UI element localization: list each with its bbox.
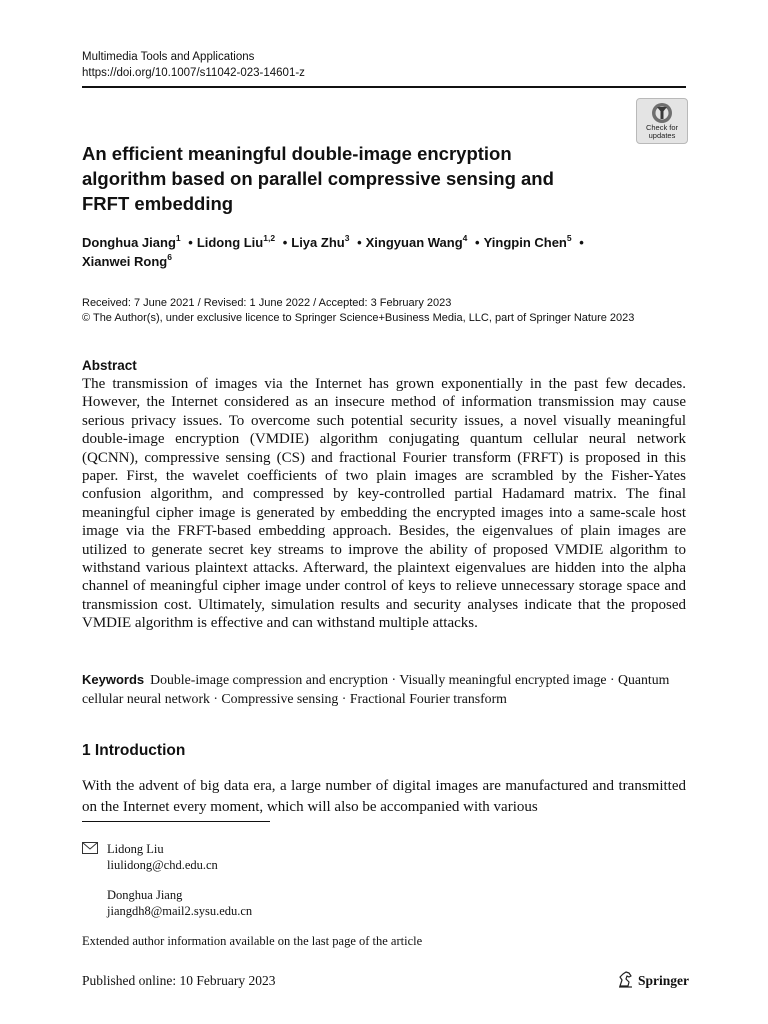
article-dates: Received: 7 June 2021 / Revised: 1 June 2022 / Accepted: 3 February 2023	[82, 297, 452, 309]
copyright-text: The Author(s), under exclusive licence to Springer Science+Business Media, LLC, part of Springer Nature 2023	[92, 312, 635, 324]
author-affiliation: 5	[566, 232, 572, 243]
author-separator: •	[282, 235, 288, 250]
corresponding-author-contact	[107, 841, 218, 873]
author-separator: •	[475, 235, 480, 250]
author-name[interactable]: Xingyuan Wang	[365, 235, 463, 250]
keywords-block	[82, 670, 686, 708]
springer-horse-icon	[617, 971, 634, 988]
author-affiliation: 1,2	[263, 232, 276, 243]
keywords-text: Double-image compression and encryption · Visually meaningful encrypted image · Quantum cellular neural network · Compressive sensing · Fractional Fourier transform	[82, 672, 670, 706]
journal-header	[82, 49, 305, 81]
copyright-symbol: ©	[82, 312, 91, 324]
keywords-label: Keywords	[82, 672, 145, 687]
journal-name: Multimedia Tools and Applications	[82, 51, 255, 63]
author-name[interactable]: Liya Zhu	[291, 235, 345, 250]
publisher-name: Springer	[638, 973, 690, 988]
envelope-icon	[82, 842, 98, 854]
author-affiliation: 6	[167, 251, 172, 262]
corresponding-author-contact	[107, 887, 252, 919]
author-affiliation: 4	[462, 232, 468, 243]
section-heading-introduction: 1 Introduction	[82, 742, 186, 759]
author-separator: •	[579, 235, 584, 250]
check-for-updates-badge[interactable]	[636, 98, 688, 144]
article-title: An efficient meaningful double-image encryption algorithm based on parallel compressive sensing and FRFT embedding	[82, 143, 554, 214]
author-list	[82, 233, 686, 271]
contact-name: Lidong Liu	[107, 842, 164, 856]
doi-link[interactable]: https://doi.org/10.1007/s11042-023-14601-z	[82, 67, 305, 79]
author-name[interactable]: Lidong Liu	[196, 235, 264, 250]
published-online-date: Published online: 10 February 2023	[82, 973, 276, 988]
author-affiliation: 3	[344, 232, 350, 243]
badge-line-1: Check for	[645, 123, 679, 132]
check-for-updates-icon	[650, 102, 674, 124]
introduction-body: With the advent of big data era, a large number of digital images are manufactured and transmitted on the Internet every moment, which will also be accompanied with various	[82, 778, 686, 815]
copyright-notice	[82, 311, 634, 326]
footnote-rule	[82, 821, 270, 822]
extended-author-info: Extended author information available on the last page of the article	[82, 934, 423, 948]
badge-line-2: updates	[648, 131, 676, 140]
check-for-updates-label	[637, 124, 687, 140]
abstract-heading: Abstract	[82, 358, 137, 373]
author-name[interactable]: Yingpin Chen	[483, 235, 567, 250]
contact-email[interactable]: jiangdh8@mail2.sysu.edu.cn	[107, 904, 253, 918]
publisher-logo[interactable]	[617, 970, 697, 992]
contact-email[interactable]: liulidong@chd.edu.cn	[107, 858, 218, 872]
author-name[interactable]: Donghua Jiang	[82, 235, 176, 250]
author-separator: •	[188, 235, 193, 250]
contact-name: Donghua Jiang	[107, 888, 183, 902]
header-rule	[82, 86, 686, 88]
author-affiliation: 1	[175, 232, 181, 243]
author-separator: •	[357, 235, 362, 250]
abstract-body: The transmission of images via the Internet has grown exponentially in the past few decades. However, the Internet considered as an insecure method of information transmission may cause serious privacy issues. To overcome such potential security issues, a novel visually meaningful double-image encryption (VMDIE) algorithm conjugating quantum cellular neural network (QCNN), compressive sensing (CS) and fractional Fourier transform (FRFT) is proposed in this paper. First, the wavelet coefficients of two plain images are scrambled by the Fisher-Yates confusion algorithm, and compressed by key-controlled partial Hadamard matrix. The final meaningful cipher image is generated by embedding the encrypted images into a same-scale host image via the FRFT-based embedding approach. Besides, the eigenvalues of plain images are utilized to generate secret key streams to improve the ability of proposed VMDIE algorithm to withstand various plaintext attacks. Afterward, the plaintext eigenvalues are hidden into the alpha channel of meaningful cipher image under control of keys to relieve unnecessary storage space and transmission cost. Ultimately, simulation results and security analyses indicate that the proposed VMDIE algorithm is effective and can withstand multiple attacks.	[82, 376, 686, 632]
author-name[interactable]: Xianwei Rong	[82, 254, 168, 269]
